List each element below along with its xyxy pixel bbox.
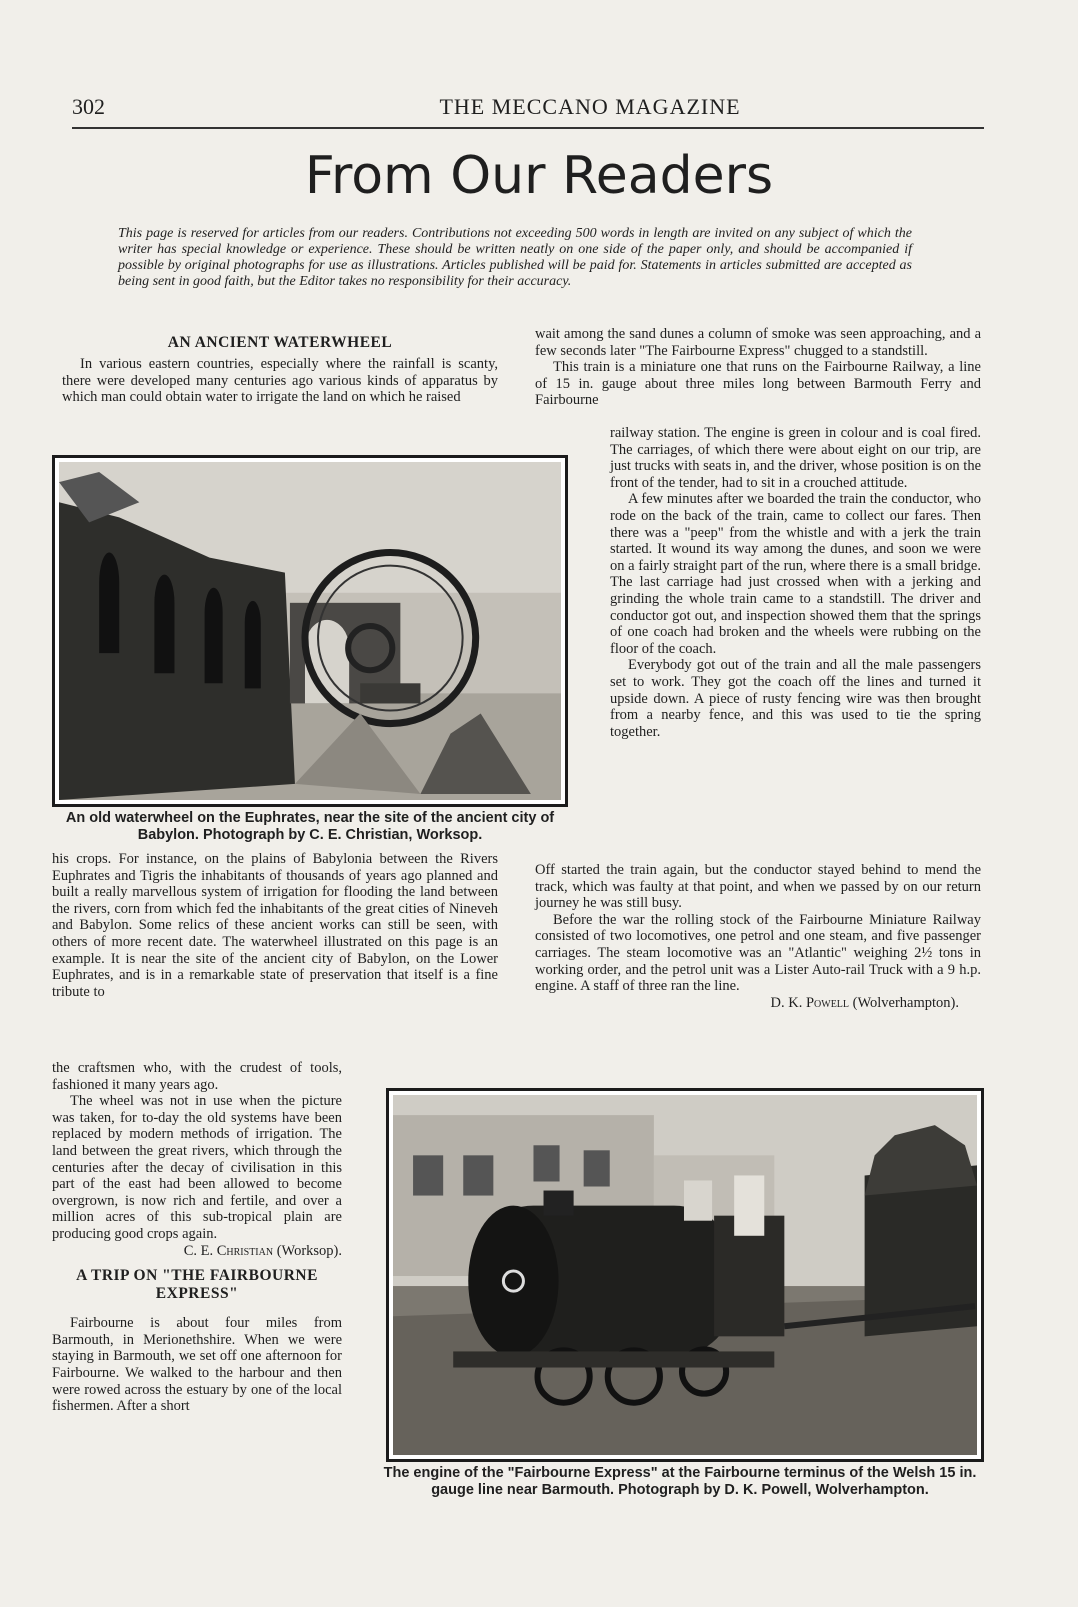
header-rule	[72, 127, 984, 129]
article1-author-place: (Worksop).	[276, 1242, 342, 1259]
article1-author: C. E. Christian	[183, 1242, 274, 1259]
waterwheel-image	[59, 462, 561, 800]
article1-para1-cont: his crops. For instance, on the plains of Babylonia between the Rivers Euphrates and Tigris the inhabitants of thousands of years ago planned and built a really marvellous system of irrigation for flooding the land between the rivers, corn from which fed the inhabitants of the great cities of Nineveh and Babylon. Some relics of these ancient works can still be seen, with others of more recent date. The waterwheel illustrated on this page is an example. It is near the site of the ancient city of Babylon, on the Lower Euphrates, and is in a remarkable state of preservation that itself is a fine tribute to	[52, 851, 498, 1000]
article1-heading: AN ANCIENT WATERWHEEL	[167, 334, 393, 351]
waterwheel-caption: An old waterwheel on the Euphrates, near the site of the ancient city of Babylon. Photograph by C. E. Christian, Worksop.	[65, 810, 555, 843]
page-number: 302	[72, 94, 105, 119]
article2-para4-cont: Off started the train again, but the conductor stayed behind to mend the track, which was faulty at that point, and when we passed by on our return journey he was still busy.	[535, 862, 981, 912]
article1-bottom	[52, 1060, 342, 1415]
intro-text: This page is reserved for articles from our readers. Contributions not exceeding 500 words in length are invited on any subject of which the writer has special knowledge or experience. These should be written neatly on one side of the paper only, and should be accompanied if possible by original photographs for use as illustrations. Articles published will be paid for. Statements in articles submitted are accepted as being sent in good faith, but the Editor takes no responsibility for their accuracy.	[118, 226, 912, 289]
article2-heading: A TRIP ON "THE FAIRBOURNE EXPRESS"	[76, 1267, 318, 1303]
locomotive-caption: The engine of the "Fairbourne Express" at the Fairbourne terminus of the Welsh 15 in. gauge line near Barmouth. Photograph by D. K. Powell, Wolverhampton.	[383, 1465, 977, 1498]
article2-bottom	[535, 862, 981, 1011]
article2-top	[535, 326, 981, 409]
waterwheel-photo	[52, 455, 568, 807]
article2-para4: Everybody got out of the train and all the male passengers set to work. They got the coach off the lines and turned it upside down. A piece of rusty fencing wire was then brought from a nearby fence, and this was used to tie the spring together.	[610, 657, 981, 740]
locomotive-image	[393, 1095, 977, 1455]
locomotive-photo	[386, 1088, 984, 1462]
magazine-title: THE MECCANO MAGAZINE	[439, 94, 741, 119]
article2-para1: Fairbourne is about four miles from Barmouth, in Merionethshire. When we were staying in Barmouth, we set off one afternoon for Fairbourne. We walked to the harbour and then were rowed across the estuary by one of the local fishermen. After a short	[52, 1315, 342, 1415]
article2-author: D. K. Powell	[770, 994, 850, 1011]
article1-para1: In various eastern countries, especially where the rainfall is scanty, there were developed many centuries ago various kinds of apparatus by which man could obtain water to irrigate the land on which he raised	[62, 356, 498, 406]
article2-author-place: (Wolverhampton).	[852, 994, 959, 1011]
article2-para2-start: This train is a miniature one that runs on the Fairbourne Railway, a line of 15 in. gauge about three miles long between Barmouth Ferry and Fairbourne	[535, 359, 981, 409]
section-title: From Our Readers	[304, 146, 774, 206]
article2-signature	[535, 995, 981, 1012]
article1-middle	[52, 851, 498, 1000]
article2-para2-rest: railway station. The engine is green in colour and is coal fired. The carriages, of which there were about eight on our trip, are just trucks with seats in, and the driver, whose position is on the front of the tender, had to sit in a crouched attitude.	[610, 425, 981, 491]
article2-narrow	[610, 425, 981, 740]
article1-para2: The wheel was not in use when the picture was taken, for to-day the old systems have been replaced by modern methods of irrigation. The land between the great rivers, which through the centuries after the decay of civilisation in this part of the east had been allowed to become overgrown, is now rich and fertile, and over a million acres of this sub-tropical plain are producing good crops again.	[52, 1093, 342, 1242]
article1-top	[62, 334, 498, 406]
article1-signature	[52, 1243, 342, 1260]
article2-para5: Before the war the rolling stock of the Fairbourne Miniature Railway consisted of two locomotives, one petrol and one steam, and five passenger carriages. The steam locomotive was an "Atlantic" weighing 2½ tons in working order, and the petrol unit was a Lister Auto-rail Truck with a 9 h.p. engine. A staff of three ran the line.	[535, 911, 981, 995]
article2-para3: A few minutes after we boarded the train the conductor, who rode on the back of the train, came to collect our fares. Then there was a "peep" from the whistle and with a jerk the train started. It wound its way among the dunes, and soon we were on a fairly straight part of the run, where there is a small bridge. The last carriage had just crossed when with a jerking and grinding the whole train came to a standstill. The driver and conductor got out, and inspection showed them that the springs of one coach had broken and the wheels were rubbing on the floor of the coach.	[610, 491, 981, 657]
article1-para1-end: the craftsmen who, with the crudest of tools, fashioned it many years ago.	[52, 1060, 342, 1093]
article2-para1-cont: wait among the sand dunes a column of smoke was seen approaching, and a few seconds later "The Fairbourne Express" chugged to a standstill.	[535, 326, 981, 359]
